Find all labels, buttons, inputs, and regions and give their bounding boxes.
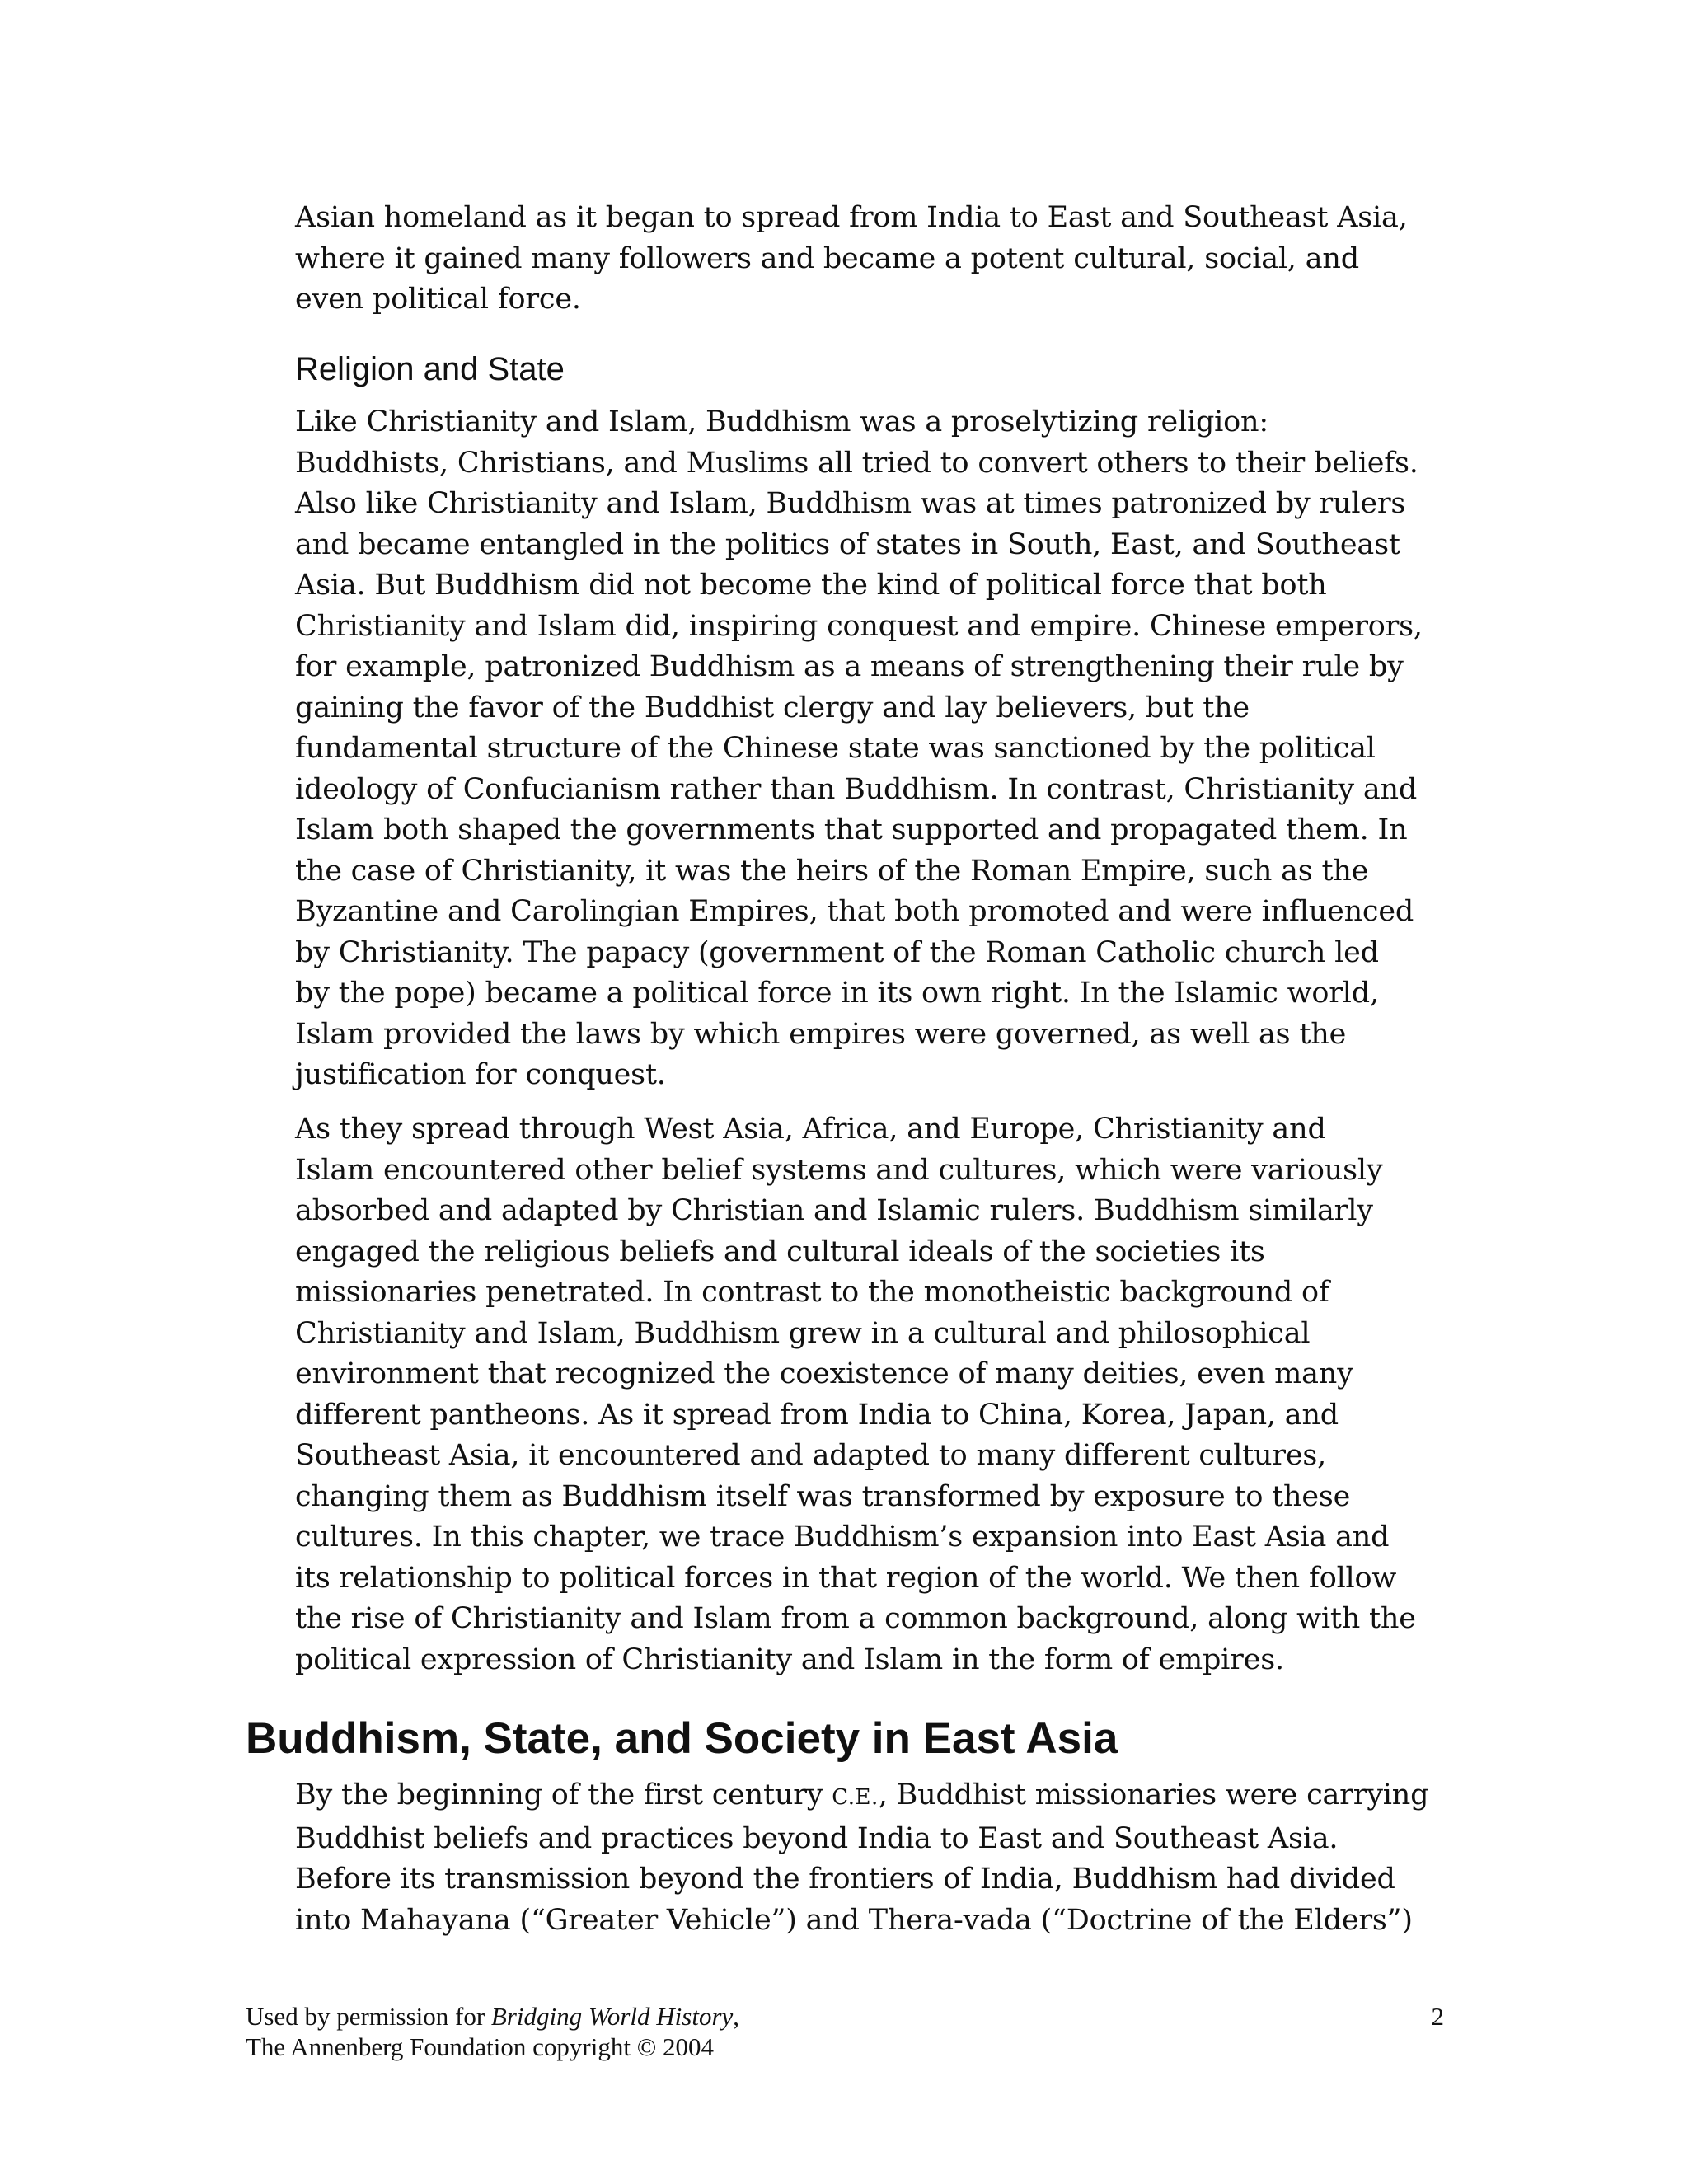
paragraph-line: Islam provided the laws by which empires were governed, as well as the: [295, 1017, 1347, 1051]
subheading-religion-and-state: Religion and State: [295, 351, 565, 387]
paragraph-line: [295, 1775, 1441, 1819]
paragraph-line: Islam both shaped the governments that supported and propagated them. In: [295, 813, 1408, 846]
footer-suffix: ,: [733, 2002, 740, 2031]
paragraph-line: the rise of Christianity and Islam from a common background, along with the: [295, 1602, 1416, 1635]
paragraph-line: Asia. But Buddhism did not become the kind of political force that both: [295, 569, 1327, 602]
paragraph-line: As they spread through West Asia, Africa, and Europe, Christianity and: [295, 1113, 1326, 1146]
paragraph-line: justification for conquest.: [295, 1058, 666, 1091]
footer-permission-line: [246, 2001, 739, 2032]
paragraph-line: Buddhist beliefs and practices beyond India to East and Southeast Asia.: [295, 1821, 1339, 1855]
paragraph-line: changing them as Buddhism itself was transformed by exposure to these: [295, 1479, 1351, 1513]
paragraph-line: Southeast Asia, it encountered and adapted to many different cultures,: [295, 1439, 1327, 1472]
paragraph-line: Like Christianity and Islam, Buddhism was a proselytizing religion:: [295, 405, 1268, 438]
paragraph-line: its relationship to political forces in that region of the world. We then follow: [295, 1561, 1397, 1595]
paragraph-line: Islam encountered other belief systems and cultures, which were variously: [295, 1153, 1383, 1187]
era-abbreviation: C.E.: [832, 1785, 879, 1810]
paragraph-line: ideology of Confucianism rather than Buddhism. In contrast, Christianity and: [295, 772, 1418, 806]
paragraph-line: political expression of Christianity and Islam in the form of empires.: [295, 1643, 1284, 1676]
paragraph-line: Buddhists, Christians, and Muslims all tried to convert others to their beliefs.: [295, 446, 1418, 480]
paragraph-line: by the pope) became a political force in its own right. In the Islamic world,: [295, 977, 1379, 1010]
intro-paragraph: [295, 198, 1441, 321]
paragraph-line: the case of Christianity, it was the heirs of the Roman Empire, such as the: [295, 854, 1369, 888]
page-footer: [246, 2001, 739, 2062]
paragraph-line: environment that recognized the coexistence of many deities, even many: [295, 1357, 1353, 1390]
paragraph-line: fundamental structure of the Chinese state was sanctioned by the political: [295, 732, 1376, 765]
intro-line: where it gained many followers and became a potent cultural, social, and: [295, 241, 1359, 275]
paragraph-line: Christianity and Islam did, inspiring conquest and empire. Chinese emperors,: [295, 609, 1423, 643]
paragraph-line: missionaries penetrated. In contrast to the monotheistic background of: [295, 1276, 1329, 1309]
text-segment: By the beginning of the first century: [295, 1779, 832, 1811]
paragraph-line: Also like Christianity and Islam, Buddhism was at times patronized by rulers: [295, 487, 1406, 520]
paragraph-line: absorbed and adapted by Christian and Islamic rulers. Buddhism similarly: [295, 1194, 1373, 1227]
paragraph-line: Before its transmission beyond the frontiers of India, Buddhism had divided: [295, 1863, 1395, 1896]
footer-prefix: Used by permission for: [246, 2002, 491, 2031]
paragraph-line: Christianity and Islam, Buddhism grew in a cultural and philosophical: [295, 1316, 1311, 1350]
paragraph-line: engaged the religious beliefs and cultural ideals of the societies its: [295, 1235, 1265, 1268]
paragraph-line: different pantheons. As it spread from India to China, Korea, Japan, and: [295, 1398, 1339, 1432]
intro-line: even political force.: [295, 283, 581, 316]
paragraph-line: into Mahayana (“Greater Vehicle”) and Thera-vada (“Doctrine of the Elders”): [295, 1903, 1413, 1937]
paragraph-religion-and-state: [295, 402, 1441, 1096]
section-heading: Buddhism, State, and Society in East Asia: [246, 1714, 1118, 1763]
paragraph-line: for example, patronized Buddhism as a means of strengthening their rule by: [295, 650, 1404, 683]
footer-book-title: Bridging World History: [490, 2002, 734, 2031]
paragraph-line: cultures. In this chapter, we trace Buddhism’s expansion into East Asia and: [295, 1521, 1390, 1554]
paragraph-line: by Christianity. The papacy (government of the Roman Catholic church led: [295, 935, 1379, 969]
paragraph-buddhism-east-asia: [295, 1775, 1441, 1941]
text-segment: , Buddhist missionaries were carrying: [878, 1779, 1429, 1811]
footer-copyright-line: The Annenberg Foundation copyright © 2004: [246, 2032, 714, 2061]
intro-line: Asian homeland as it began to spread from India to East and Southeast Asia,: [295, 201, 1408, 234]
paragraph-line: Byzantine and Carolingian Empires, that both promoted and were influenced: [295, 895, 1414, 928]
paragraph-line: gaining the favor of the Buddhist clergy and lay believers, but the: [295, 691, 1250, 724]
page-number: 2: [1431, 2002, 1444, 2031]
paragraph-line: and became entangled in the politics of states in South, East, and Southeast: [295, 527, 1400, 561]
paragraph-spread-comparison: [295, 1109, 1441, 1680]
